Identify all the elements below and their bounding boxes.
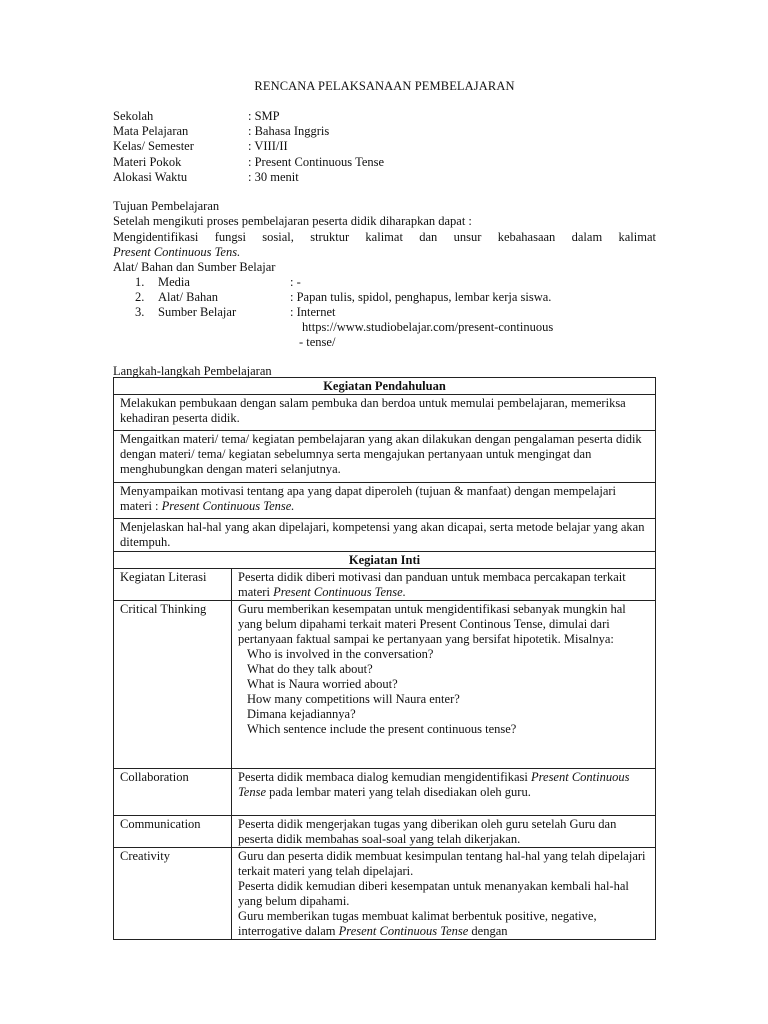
activity-cell: Melakukan pembukaan dengan salam pembuka dan berdoa untuk memulai pembelajaran, memeriksa kehadiran peserta didik. [114,395,656,431]
tujuan-objective: Mengidentifikasi fungsi sosial, struktur kalimat dan unsur kebahasaan dalam kalimat [113,230,656,244]
collaboration-text-end: pada lembar materi yang telah disediakan oleh guru. [266,785,531,799]
alat-item-label: Media [158,275,190,289]
row-content-literasi [232,569,656,601]
alat-item-value: : - [290,275,301,289]
critical-text: Guru memberikan kesempatan untuk mengidentifikasi sebanyak mungkin hal yang belum dipahami terkait materi Present Continous Tense, dimulai dari pertanyaan faktual sampai ke pertanyaan yang bersifat hipotetik. Misalnya: [238,602,626,646]
activity-table [113,377,656,940]
row-label-critical-thinking: Critical Thinking [114,601,232,769]
literasi-term: Present Continuous Tense. [273,585,406,599]
motivasi-term: Present Continuous Tense. [161,499,295,513]
creativity-line: Peserta didik kemudian diberi kesempatan untuk menanyakan kembali hal-hal yang belum dipahami. [238,879,629,908]
row-content-creativity [232,848,656,940]
alat-item-value: : Papan tulis, spidol, penghapus, lembar kerja siswa. [290,290,552,304]
motivasi-text: Menyampaikan motivasi tentang apa yang dapat diperoleh (tujuan & manfaat) dengan mempelajari materi : [120,484,617,513]
alat-item-value: : Internet [290,305,336,319]
table-row [114,395,656,431]
table-row [114,816,656,848]
info-value: : Present Continuous Tense [248,155,385,169]
question-item: Who is involved in the conversation? [247,647,434,661]
document-title: RENCANA PELAKSANAAN PEMBELAJARAN [254,79,515,93]
collaboration-text: Peserta didik membaca dialog kemudian mengidentifikasi [238,770,531,784]
table-row [114,569,656,601]
source-url-continued: - tense/ [299,335,336,349]
question-item: Which sentence include the present continuous tense? [247,722,517,736]
question-item: How many competitions will Naura enter? [247,692,460,706]
creativity-text-end: dengan [468,924,508,938]
creativity-text: Guru memberikan tugas membuat kalimat berbentuk positive, negative, interrogative dalam [238,909,597,938]
question-item: What do they talk about? [247,662,373,676]
row-content-critical-thinking [232,601,656,769]
activity-cell [114,483,656,519]
alat-item-number: 3. [135,305,145,319]
table-row [114,552,656,569]
alat-item-number: 1. [135,275,145,289]
info-value: : Bahasa Inggris [248,124,330,138]
alat-heading: Alat/ Bahan dan Sumber Belajar [113,260,276,274]
table-row [114,431,656,483]
table-row [114,378,656,395]
section-header-inti: Kegiatan Inti [114,552,656,569]
creativity-term: Present Continuous Tense [338,924,469,938]
table-row [114,519,656,552]
info-label: Sekolah [113,109,154,123]
info-label: Materi Pokok [113,155,182,169]
row-content-collaboration [232,769,656,816]
creativity-line [238,909,650,939]
alat-item-label: Alat/ Bahan [158,290,219,304]
info-value: : 30 menit [248,170,299,184]
alat-item-label: Sumber Belajar [158,305,237,319]
langkah-heading: Langkah-langkah Pembelajaran [113,364,272,378]
info-label: Alokasi Waktu [113,170,188,184]
row-content-communication: Peserta didik mengerjakan tugas yang diberikan oleh guru setelah Guru dan peserta didik membahas soal-soal yang telah dikerjakan. [232,816,656,848]
alat-item-number: 2. [135,290,145,304]
row-label-creativity: Creativity [114,848,232,940]
tujuan-objective-term: Present Continuous Tens. [113,245,241,259]
section-header-pendahuluan: Kegiatan Pendahuluan [114,378,656,395]
table-row [114,483,656,519]
info-label: Kelas/ Semester [113,139,194,153]
info-label: Mata Pelajaran [113,124,189,138]
info-value: : SMP [248,109,280,123]
activity-cell: Mengaitkan materi/ tema/ kegiatan pembelajaran yang akan dilakukan dengan pengalaman peserta didik dengan materi/ tema/ kegiatan sebelumnya serta mengajukan pertanyaan untuk mengingat dan menghubungkan dengan materi selanjutnya. [114,431,656,483]
info-value: : VIII/II [248,139,288,153]
collaboration-term: Present Continuous Tense [238,770,630,799]
question-item: What is Naura worried about? [247,677,398,691]
tujuan-objective-end [113,245,240,260]
literasi-text: Peserta didik diberi motivasi dan panduan untuk membaca percakapan terkait materi [238,570,626,599]
source-url: https://www.studiobelajar.com/present-continuous [302,320,554,334]
row-label-literasi: Kegiatan Literasi [114,569,232,601]
question-item: Dimana kejadiannya? [247,707,356,721]
table-row [114,769,656,816]
activity-cell: Menjelaskan hal-hal yang akan dipelajari, kompetensi yang akan dicapai, serta metode belajar yang akan ditempuh. [114,519,656,552]
table-row [114,601,656,769]
table-row [114,848,656,940]
tujuan-heading: Tujuan Pembelajaran [113,199,220,213]
creativity-line: Guru dan peserta didik membuat kesimpulan tentang hal-hal yang telah dipelajari terkait materi yang telah dipelajari. [238,849,646,878]
row-label-communication: Communication [114,816,232,848]
row-label-collaboration: Collaboration [114,769,232,816]
tujuan-intro: Setelah mengikuti proses pembelajaran peserta didik diharapkan dapat : [113,214,472,228]
